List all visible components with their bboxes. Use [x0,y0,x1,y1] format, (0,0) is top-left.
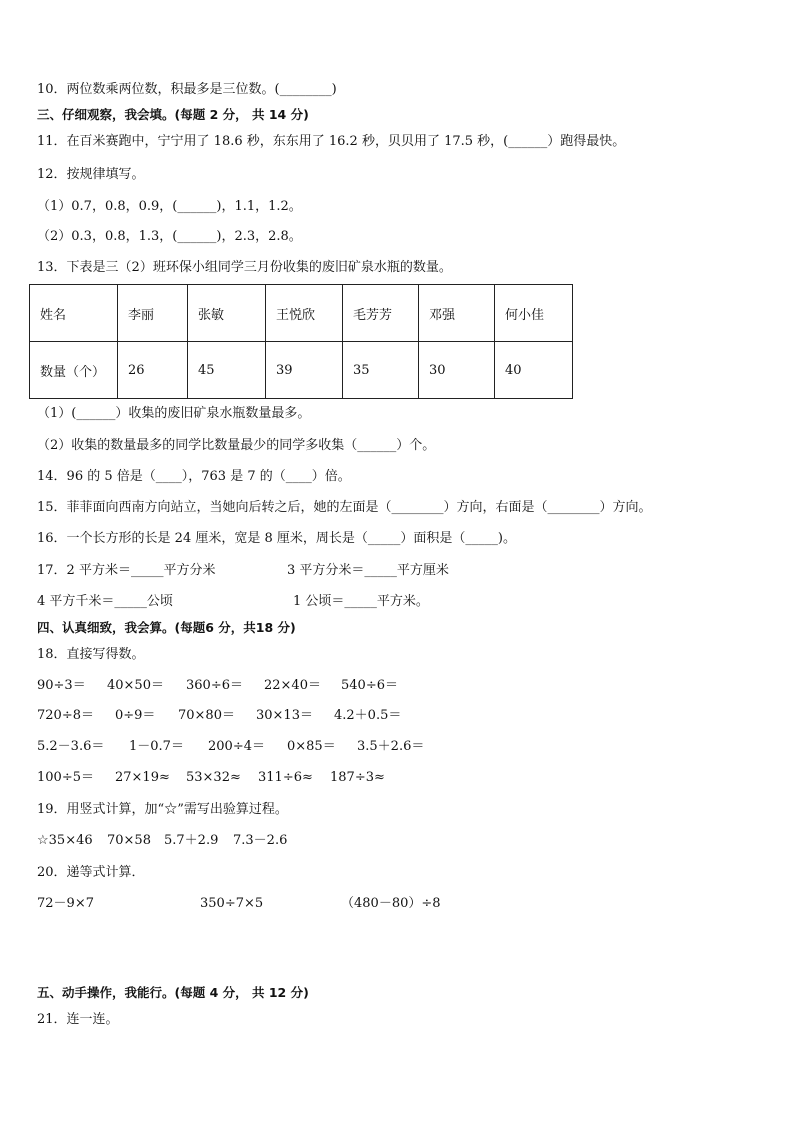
calc-item: 720÷8＝ [37,708,94,723]
calc-item: 30×13＝ [256,708,313,723]
table-cell: 39 [266,342,343,399]
calc-item: 4.2＋0.5＝ [334,708,402,723]
table-cell: 姓名 [30,285,118,342]
question-15: 15．菲菲面向西南方向站立，当她向后转之后，她的左面是（________）方向，右面是（________）方向。 [37,500,652,515]
calc-item: 200÷4＝ [208,739,265,754]
question-11: 11．在百米赛跑中，宁宁用了 18.6 秒，东东用了 16.2 秒，贝贝用了 17.5 秒，(______）跑得最快。 [37,134,626,149]
table-cell: 数量（个） [30,342,118,399]
calc-item: 53×32≈ [186,770,241,785]
calc-item: 22×40＝ [264,678,321,693]
question-21: 21．连一连。 [37,1012,119,1027]
calc-item: 40×50＝ [107,678,164,693]
vertical-calc-item: 70×58 [107,833,151,848]
question-13-part-1: （1）(______）收集的废旧矿泉水瓶数量最多。 [37,406,311,421]
step-calc-item: （480－80）÷8 [341,896,441,911]
table-cell: 毛芳芳 [343,285,419,342]
step-calc-item: 72－9×7 [37,896,94,911]
question-16: 16．一个长方形的长是 24 厘米，宽是 8 厘米，周长是（_____）面积是（_____)。 [37,531,516,546]
question-18: 18．直接写得数。 [37,647,145,662]
section-5-heading: 五、动手操作，我能行。(每题 4 分， 共 12 分) [37,985,309,1000]
question-17-part-2: 3 平方分米＝_____平方厘米 [287,563,449,578]
question-13-part-2: （2）收集的数量最多的同学比数量最少的同学多收集（______）个。 [37,438,436,453]
calc-item: 5.2－3.6＝ [37,739,105,754]
table-cell: 何小佳 [495,285,573,342]
vertical-calc-item: 7.3－2.6 [233,833,288,848]
calc-item: 27×19≈ [115,770,170,785]
calc-item: 70×80＝ [178,708,235,723]
table-header-row [30,285,573,342]
table-cell: 30 [419,342,495,399]
vertical-calc-item: 5.7＋2.9 [164,833,219,848]
question-19: 19．用竖式计算，加“☆”需写出验算过程。 [37,802,288,817]
table-cell: 王悦欣 [266,285,343,342]
question-12: 12．按规律填写。 [37,167,145,182]
table-cell: 李丽 [118,285,188,342]
calc-item: 100÷5＝ [37,770,94,785]
section-3-heading: 三、仔细观察，我会填。(每题 2 分， 共 14 分) [37,107,309,122]
table-cell: 张敏 [188,285,266,342]
bottle-count-table [29,284,573,399]
calc-item: 360÷6＝ [186,678,243,693]
question-14: 14．96 的 5 倍是（____），763 是 7 的（____）倍。 [37,469,351,484]
table-row [30,342,573,399]
calc-item: 90÷3＝ [37,678,86,693]
calc-item: 0×85＝ [287,739,336,754]
question-10: 10．两位数乘两位数，积最多是三位数。(________) [37,82,337,97]
table-cell: 26 [118,342,188,399]
table-cell: 35 [343,342,419,399]
calc-item: 0÷9＝ [115,708,156,723]
question-13: 13．下表是三（2）班环保小组同学三月份收集的废旧矿泉水瓶的数量。 [37,260,452,275]
step-calc-item: 350÷7×5 [200,896,264,911]
table-cell: 45 [188,342,266,399]
calc-item: 311÷6≈ [258,770,313,785]
section-4-heading: 四、认真细致，我会算。(每题6 分，共18 分) [37,620,296,635]
calc-item: 3.5＋2.6＝ [357,739,425,754]
question-17-part-1: 17．2 平方米＝_____平方分米 [37,563,216,578]
table-cell: 40 [495,342,573,399]
calc-item: 187÷3≈ [330,770,385,785]
calc-item: 540÷6＝ [341,678,398,693]
table-cell: 邓强 [419,285,495,342]
question-12-part-2: （2）0.3，0.8，1.3，(______)，2.3，2.8。 [37,229,302,244]
question-12-part-1: （1）0.7，0.8，0.9，(______)，1.1，1.2。 [37,199,302,214]
vertical-calc-item: ☆35×46 [37,833,93,848]
question-17-part-3: 4 平方千米＝_____公顷 [37,594,173,609]
calc-item: 1－0.7＝ [129,739,184,754]
question-17-part-4: 1 公顷＝_____平方米。 [293,594,429,609]
question-20: 20．递等式计算． [37,865,145,880]
